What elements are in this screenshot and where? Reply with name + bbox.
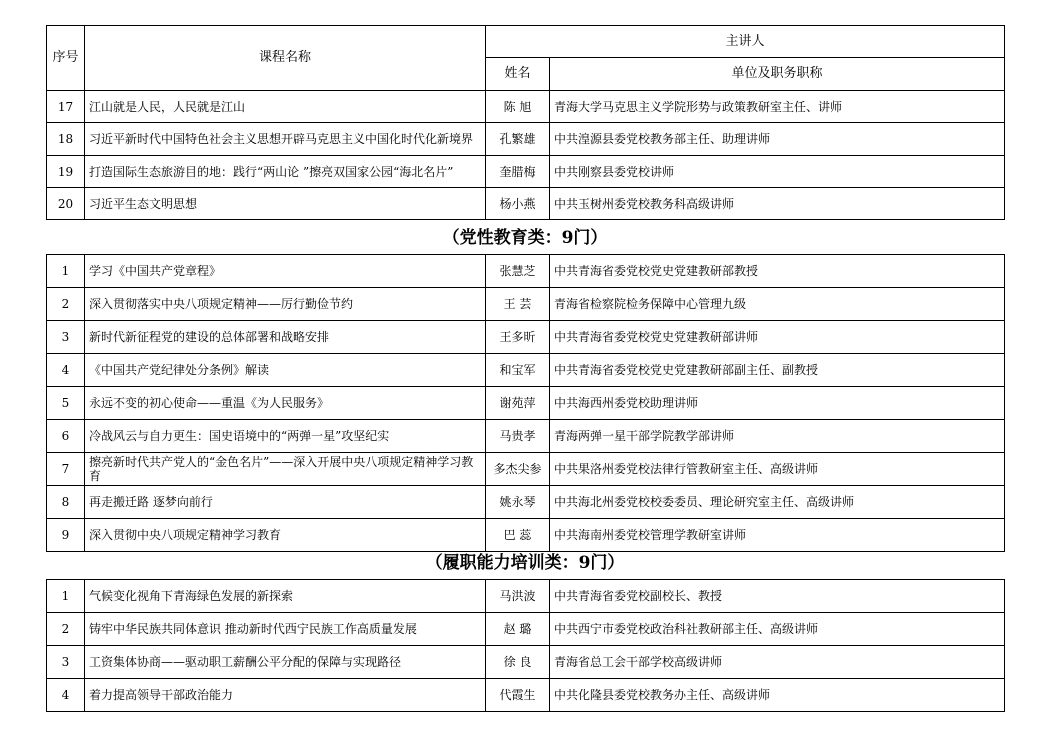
course-title: 深入贯彻落实中央八项规定精神——厉行勤俭节约 xyxy=(85,288,486,321)
lecturer-unit: 中共青海省委党校副校长、教授 xyxy=(550,580,1005,613)
section-heading-performance-training: （履职能力培训类：9门） xyxy=(425,553,625,573)
row-number: 1 xyxy=(47,255,85,288)
table-row xyxy=(47,188,1005,220)
table-row xyxy=(47,255,1005,288)
table-row xyxy=(47,387,1005,420)
table-row xyxy=(47,453,1005,486)
table-3-body xyxy=(47,580,1005,712)
course-title: 习近平生态文明思想 xyxy=(85,188,486,220)
table-row xyxy=(47,486,1005,519)
header-seq: 序号 xyxy=(47,26,85,91)
course-title: 铸牢中华民族共同体意识 推动新时代西宁民族工作高质量发展 xyxy=(85,613,486,646)
table-row xyxy=(47,288,1005,321)
lecturer-name: 多杰尖参 xyxy=(486,453,550,486)
lecturer-name: 马洪波 xyxy=(486,580,550,613)
row-number: 3 xyxy=(47,321,85,354)
lecturer-name: 赵 璐 xyxy=(486,613,550,646)
course-title: 永远不变的初心使命——重温《为人民服务》 xyxy=(85,387,486,420)
section-heading-party-education: （党性教育类：9门） xyxy=(442,228,608,248)
course-table-1 xyxy=(46,25,1005,220)
course-title: 《中国共产党纪律处分条例》解读 xyxy=(85,354,486,387)
row-number: 8 xyxy=(47,486,85,519)
header-lecturer: 主讲人 xyxy=(486,26,1005,58)
course-title: 学习《中国共产党章程》 xyxy=(85,255,486,288)
row-number: 20 xyxy=(47,188,85,220)
lecturer-unit: 中共海西州委党校助理讲师 xyxy=(550,387,1005,420)
header-unit: 单位及职务职称 xyxy=(550,58,1005,91)
lecturer-unit: 青海大学马克思主义学院形势与政策教研室主任、讲师 xyxy=(550,91,1005,123)
course-title: 着力提高领导干部政治能力 xyxy=(85,679,486,712)
lecturer-name: 和宝军 xyxy=(486,354,550,387)
lecturer-name: 张慧芝 xyxy=(486,255,550,288)
course-table-3 xyxy=(46,579,1005,712)
lecturer-name: 孔繁雄 xyxy=(486,123,550,156)
table-row xyxy=(47,679,1005,712)
row-number: 3 xyxy=(47,646,85,679)
row-number: 9 xyxy=(47,519,85,552)
course-title: 习近平新时代中国特色社会主义思想开辟马克思主义中国化时代化新境界 xyxy=(85,123,486,156)
course-table-2 xyxy=(46,254,1005,552)
course-title: 江山就是人民，人民就是江山 xyxy=(85,91,486,123)
table-row xyxy=(47,354,1005,387)
lecturer-unit: 中共化隆县委党校教务办主任、高级讲师 xyxy=(550,679,1005,712)
course-title: 擦亮新时代共产党人的“金色名片”——深入开展中央八项规定精神学习教育 xyxy=(85,453,486,486)
row-number: 17 xyxy=(47,91,85,123)
table-row xyxy=(47,156,1005,188)
lecturer-name: 奎腊梅 xyxy=(486,156,550,188)
row-number: 1 xyxy=(47,580,85,613)
course-title: 深入贯彻中央八项规定精神学习教育 xyxy=(85,519,486,552)
table-row xyxy=(47,580,1005,613)
course-title: 冷战风云与自力更生：国史语境中的“两弹一星”攻坚纪实 xyxy=(85,420,486,453)
table-row xyxy=(47,646,1005,679)
lecturer-name: 王 芸 xyxy=(486,288,550,321)
lecturer-name: 巴 蕊 xyxy=(486,519,550,552)
table-row xyxy=(47,321,1005,354)
lecturer-name: 姚永琴 xyxy=(486,486,550,519)
lecturer-unit: 中共玉树州委党校教务科高级讲师 xyxy=(550,188,1005,220)
lecturer-name: 陈 旭 xyxy=(486,91,550,123)
row-number: 5 xyxy=(47,387,85,420)
lecturer-unit: 青海两弹一星干部学院教学部讲师 xyxy=(550,420,1005,453)
lecturer-unit: 中共湟源县委党校教务部主任、助理讲师 xyxy=(550,123,1005,156)
lecturer-unit: 青海省总工会干部学校高级讲师 xyxy=(550,646,1005,679)
table-row xyxy=(47,420,1005,453)
table-1-body xyxy=(47,26,1005,220)
row-number: 4 xyxy=(47,679,85,712)
table-row xyxy=(47,91,1005,123)
course-title: 再走搬迁路 逐梦向前行 xyxy=(85,486,486,519)
row-number: 18 xyxy=(47,123,85,156)
course-title: 工资集体协商——驱动职工薪酬公平分配的保障与实现路径 xyxy=(85,646,486,679)
table-row xyxy=(47,123,1005,156)
row-number: 6 xyxy=(47,420,85,453)
lecturer-unit: 青海省检察院检务保障中心管理九级 xyxy=(550,288,1005,321)
lecturer-name: 徐 良 xyxy=(486,646,550,679)
lecturer-name: 代霞生 xyxy=(486,679,550,712)
lecturer-name: 马贵孝 xyxy=(486,420,550,453)
row-number: 7 xyxy=(47,453,85,486)
lecturer-unit: 中共西宁市委党校政治科社教研部主任、高级讲师 xyxy=(550,613,1005,646)
table-2-body xyxy=(47,255,1005,552)
lecturer-name: 王多昕 xyxy=(486,321,550,354)
lecturer-unit: 中共青海省委党校党史党建教研部副主任、副教授 xyxy=(550,354,1005,387)
lecturer-unit: 中共青海省委党校党史党建教研部讲师 xyxy=(550,321,1005,354)
lecturer-unit: 中共海南州委党校管理学教研室讲师 xyxy=(550,519,1005,552)
header-course: 课程名称 xyxy=(85,26,486,91)
lecturer-name: 谢苑萍 xyxy=(486,387,550,420)
row-number: 4 xyxy=(47,354,85,387)
header-name: 姓名 xyxy=(486,58,550,91)
lecturer-unit: 中共青海省委党校党史党建教研部教授 xyxy=(550,255,1005,288)
course-title: 新时代新征程党的建设的总体部署和战略安排 xyxy=(85,321,486,354)
table-row xyxy=(47,613,1005,646)
course-title: 打造国际生态旅游目的地：践行“两山论 ”擦亮双国家公园“海北名片” xyxy=(85,156,486,188)
lecturer-name: 杨小燕 xyxy=(486,188,550,220)
row-number: 2 xyxy=(47,613,85,646)
lecturer-unit: 中共果洛州委党校法律行管教研室主任、高级讲师 xyxy=(550,453,1005,486)
lecturer-unit: 中共刚察县委党校讲师 xyxy=(550,156,1005,188)
lecturer-unit: 中共海北州委党校校委委员、理论研究室主任、高级讲师 xyxy=(550,486,1005,519)
row-number: 19 xyxy=(47,156,85,188)
table-row xyxy=(47,519,1005,552)
row-number: 2 xyxy=(47,288,85,321)
course-title: 气候变化视角下青海绿色发展的新探索 xyxy=(85,580,486,613)
